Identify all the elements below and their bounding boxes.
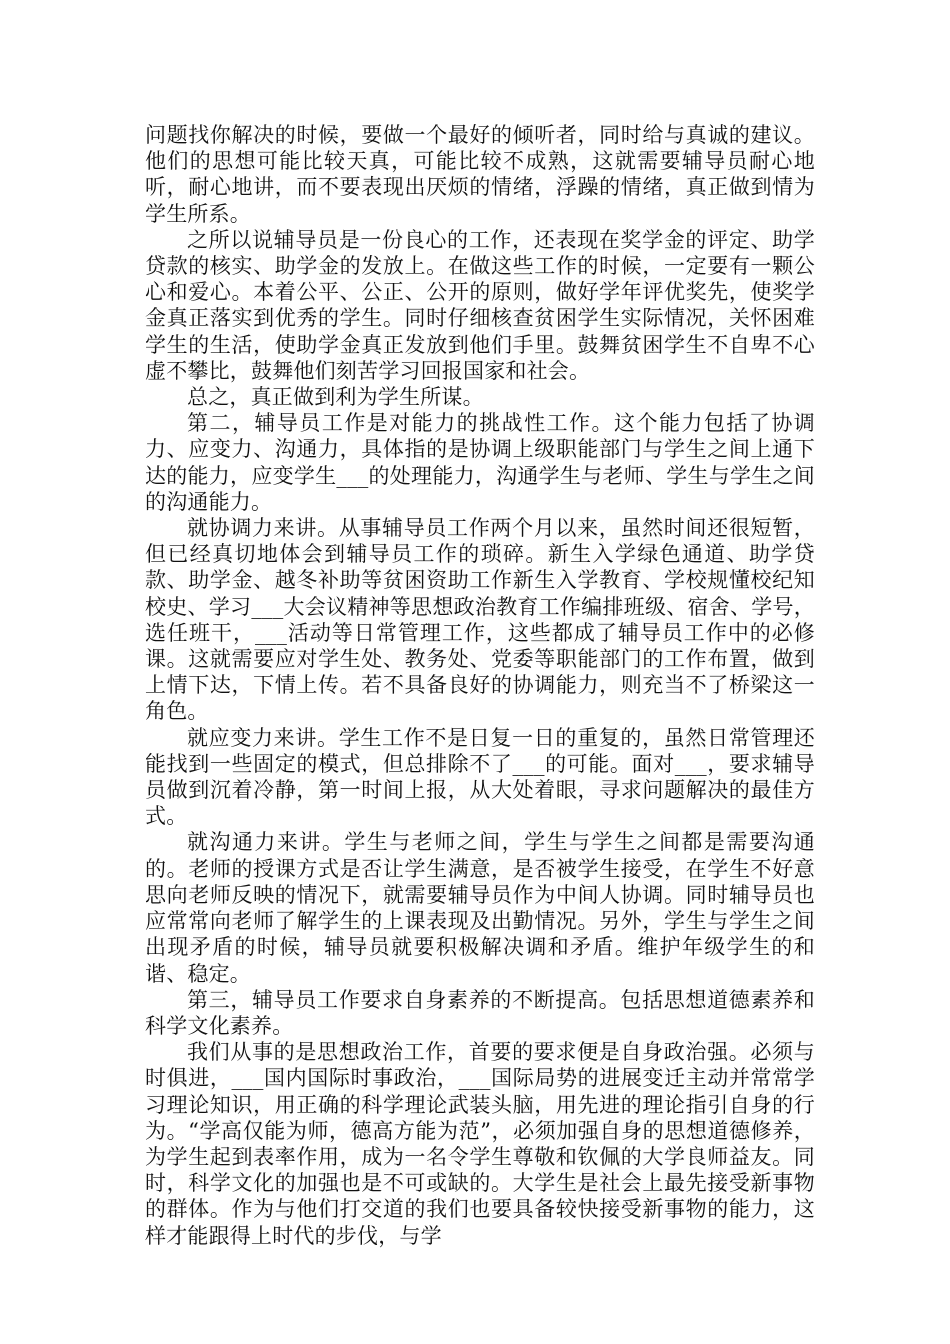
paragraph-adaptability: 就应变力来讲。学生工作不是日复一日的重复的，虽然日常管理还能找到一些固定的模式，但总排除不了___的可能。面对___，要求辅导员做到沉着冷静，第一时间上报，从大处着眼，寻求问题解决的最佳方式。 xyxy=(145,725,815,829)
paragraph-third-point: 第三，辅导员工作要求自身素养的不断提高。包括思想道德素养和科学文化素养。 xyxy=(145,987,815,1038)
paragraph-coordination: 就协调力来讲。从事辅导员工作两个月以来，虽然时间还很短暂，但已经真切地体会到辅导员工作的琐碎。新生入学绿色通道、助学贷款、助学金、越冬补助等贫困资助工作新生入学教育、学校规懂校纪知校史、学习___大会议精神等思想政治教育工作编排班级、宿舍、学号，选任班干，___活动等日常管理工作，这些都成了辅导员工作中的必修课。这就需要应对学生处、教务处、党委等职能部门的工作布置，做到上情下达，下情上传。若不具备良好的协调能力，则充当不了桥梁这一角色。 xyxy=(145,516,815,724)
paragraph-continuation: 问题找你解决的时候，要做一个最好的倾听者，同时给与真诚的建议。他们的思想可能比较天真，可能比较不成熟，这就需要辅导员耐心地听，耐心地讲，而不要表现出厌烦的情绪，浮躁的情绪，真正做到情为学生所系。 xyxy=(145,123,815,226)
paragraph-scholarship: 之所以说辅导员是一份良心的工作，还表现在奖学金的评定、助学贷款的核实、助学金的发放上。在做这些工作的时候，一定要有一颗公心和爱心。本着公平、公正、公开的原则，做好学年评优奖先，使奖学金真正落实到优秀的学生。同时仔细核查贫困学生实际情况，关怀困难学生的生活，使助学金真正发放到他们手里。鼓舞贫困学生不自卑不心虚不攀比，鼓舞他们刻苦学习回报国家和社会。 xyxy=(145,227,815,383)
paragraph-second-point: 第二，辅导员工作是对能力的挑战性工作。这个能力包括了协调力、应变力、沟通力，具体指的是协调上级职能部门与学生之间上通下达的能力，应变学生___的处理能力，沟通学生与老师、学生与学生之间的沟通能力。 xyxy=(145,411,815,514)
document-body xyxy=(145,122,815,1249)
paragraph-communication: 就沟通力来讲。学生与老师之间，学生与学生之间都是需要沟通的。老师的授课方式是否让学生满意，是否被学生接受，在学生不好意思向老师反映的情况下，就需要辅导员作为中间人协调。同时辅导员也应常常向老师了解学生的上课表现及出勤情况。另外，学生与学生之间出现矛盾的时候，辅导员就要积极解决调和矛盾。维护年级学生的和谐、稳定。 xyxy=(145,830,815,986)
paragraph-summary: 总之，真正做到利为学生所谋。 xyxy=(187,385,484,410)
paragraph-self-improvement: 我们从事的是思想政治工作，首要的要求便是自身政治强。必须与时俱进，___国内国际时事政治，___国际局势的进展变迁主动并常常学习理论知识，用正确的科学理论武装头脑，用先进的理论指引自身的行为。“学高仅能为师，德高方能为范”，必须加强自身的思想道德修养，为学生起到表率作用，成为一名令学生尊敬和钦佩的大学良师益友。同时，科学文化的加强也是不可或缺的。大学生是社会上最先接受新事物的群体。作为与他们打交道的我们也要具备较快接受新事物的能力，这样才能跟得上时代的步伐，与学 xyxy=(145,1040,815,1248)
